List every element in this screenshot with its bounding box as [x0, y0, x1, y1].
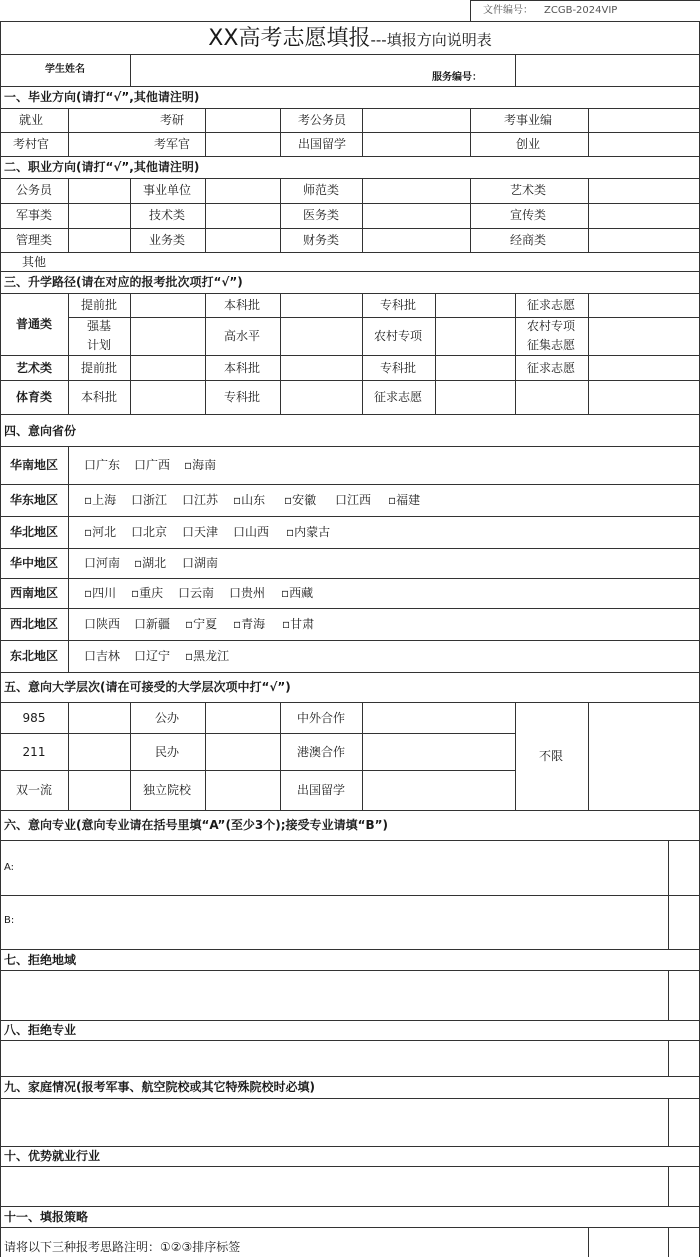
province-inner-mongolia[interactable]: ▫内蒙古 [286, 525, 331, 539]
sports-junior-batch: 专科批 [223, 390, 261, 404]
career-medical: 医务类 [302, 208, 340, 222]
major-a-field[interactable] [20, 842, 660, 892]
sports-undergrad-batch: 本科批 [80, 390, 118, 404]
service-number-label: 服务编号： [432, 72, 482, 83]
province-hubei[interactable]: ▫湖北 [134, 556, 167, 570]
career-finance: 财务类 [302, 233, 340, 247]
option-entrepreneurship: 创业 [515, 137, 541, 151]
province-chongqing[interactable]: ▫重庆 [131, 586, 164, 600]
check-postgraduate[interactable] [206, 109, 279, 131]
section8-title: 八、拒绝专业 [4, 1023, 77, 1037]
region-name: 西南地区 [9, 586, 59, 600]
path-general-label: 普通类 [15, 317, 53, 331]
rejected-major-field[interactable] [2, 1042, 662, 1074]
province-hainan[interactable]: ▫海南 [184, 458, 217, 472]
region-name: 东北地区 [9, 649, 59, 663]
strong-base-1: 强基 [86, 319, 112, 333]
arts-solicit: 征求志愿 [526, 361, 576, 375]
province-hebei[interactable]: ▫河北 [84, 525, 117, 539]
province-jiangsu[interactable]: 口江苏 [182, 493, 219, 507]
career-teaching: 师范类 [302, 183, 340, 197]
page-title-main: XX高考志愿填报 [208, 26, 371, 51]
section1-title: 一、毕业方向(请打“√”,其他请注明) [4, 90, 200, 104]
check-employment[interactable] [69, 109, 159, 131]
section10-title: 十、优势就业行业 [4, 1149, 101, 1163]
strong-base-2: 计划 [86, 338, 112, 352]
page-title [208, 28, 491, 50]
career-technical: 技术类 [148, 208, 186, 222]
family-situation-field[interactable] [2, 1100, 662, 1144]
province-guangdong[interactable]: 口广东 [84, 458, 121, 472]
major-b-label: B: [4, 915, 15, 926]
province-sichuan[interactable]: ▫四川 [84, 586, 117, 600]
level-985: 985 [22, 711, 46, 725]
section11-title: 十一、填报策略 [4, 1210, 89, 1224]
section7-title: 七、拒绝地域 [4, 953, 77, 967]
collect-volunteer-label: 征集志愿 [526, 338, 576, 352]
student-name-label: 学生姓名 [45, 64, 85, 75]
region-name: 华南地区 [9, 458, 59, 472]
province-guizhou[interactable]: 口贵州 [229, 586, 266, 600]
section5-title: 五、意向大学层次(请在可接受的大学层次项中打“√”) [4, 680, 291, 694]
option-public-institution: 考事业编 [503, 113, 553, 127]
high-level-label: 高水平 [223, 329, 261, 343]
province-liaoning[interactable]: 口辽宁 [134, 649, 171, 663]
file-number-value: ZCGB-2024VIP [544, 5, 618, 16]
career-commerce: 经商类 [509, 233, 547, 247]
province-beijing[interactable]: 口北京 [131, 525, 168, 539]
major-b-field[interactable] [20, 897, 660, 947]
province-qinghai[interactable]: ▫青海 [233, 617, 266, 631]
province-zhejiang[interactable]: 口浙江 [131, 493, 168, 507]
region-name: 西北地区 [9, 617, 59, 631]
level-independent: 独立院校 [142, 783, 192, 797]
province-tibet[interactable]: ▫西藏 [281, 586, 314, 600]
region-name: 华东地区 [9, 493, 59, 507]
province-anhui[interactable]: ▫安徽 [284, 493, 317, 507]
file-number-label: 文件编号： [483, 5, 533, 16]
option-village-official: 考村官 [12, 137, 50, 151]
province-yunnan[interactable]: 口云南 [178, 586, 215, 600]
province-guangxi[interactable]: 口广西 [134, 458, 171, 472]
province-shaanxi[interactable]: 口陕西 [84, 617, 121, 631]
option-postgraduate: 考研 [159, 113, 185, 127]
major-a-label: A: [4, 862, 15, 873]
section2-title: 二、职业方向(请打“√”,其他请注明) [4, 160, 200, 174]
region-name: 华中地区 [9, 556, 59, 570]
province-jiangxi[interactable]: 口江西 [335, 493, 372, 507]
level-211: 211 [22, 745, 46, 759]
level-sino-foreign: 中外合作 [296, 711, 346, 725]
option-study-abroad: 出国留学 [297, 137, 347, 151]
level-unlimited: 不限 [538, 749, 564, 763]
career-arts: 艺术类 [509, 183, 547, 197]
section3-title: 三、升学路径(请在对应的报考批次项打“√”) [4, 275, 243, 289]
province-xinjiang[interactable]: 口新疆 [134, 617, 171, 631]
strategy-note: 请将以下三种报考思路注明：①②③排序标签 [4, 1240, 241, 1254]
section6-title: 六、意向专业(意向专业请在括号里填“A”(至少3个);接受专业请填“B”) [4, 818, 388, 832]
province-hunan[interactable]: 口湖南 [182, 556, 219, 570]
career-business: 业务类 [148, 233, 186, 247]
arts-undergrad-batch: 本科批 [223, 361, 261, 375]
province-shandong[interactable]: ▫山东 [233, 493, 266, 507]
career-military: 军事类 [15, 208, 53, 222]
level-hk-macau: 港澳合作 [296, 745, 346, 759]
rejected-region-field[interactable] [2, 972, 662, 1018]
rural-special-label: 农村专项 [373, 329, 423, 343]
path-sports-label: 体育类 [15, 390, 53, 404]
general-junior-batch: 专科批 [379, 298, 417, 312]
option-military-officer: 考军官 [153, 137, 191, 151]
arts-junior-batch: 专科批 [379, 361, 417, 375]
province-fujian[interactable]: ▫福建 [388, 493, 421, 507]
student-name-field[interactable] [131, 55, 431, 85]
page-title-sub: ---填报方向说明表 [370, 31, 492, 49]
level-private: 民办 [154, 745, 180, 759]
level-study-abroad: 出国留学 [296, 783, 346, 797]
career-public-institution: 事业单位 [142, 183, 192, 197]
advantage-industry-field[interactable] [2, 1168, 662, 1204]
general-early-batch: 提前批 [80, 298, 118, 312]
region-name: 华北地区 [9, 525, 59, 539]
section9-title: 九、家庭情况(报考军事、航空院校或其它特殊院校时必填) [4, 1080, 315, 1094]
path-arts-label: 艺术类 [15, 361, 53, 375]
career-management: 管理类 [15, 233, 53, 247]
option-employment: 就业 [18, 113, 44, 127]
career-other-field[interactable] [69, 253, 698, 270]
service-number-field[interactable] [516, 55, 699, 85]
option-civil-servant: 考公务员 [297, 113, 347, 127]
province-henan[interactable]: 口河南 [84, 556, 121, 570]
section4-title: 四、意向省份 [4, 424, 77, 438]
sports-solicit: 征求志愿 [373, 390, 423, 404]
level-double-first-class: 双一流 [15, 783, 53, 797]
career-civil-servant: 公务员 [15, 183, 53, 197]
level-public: 公办 [154, 711, 180, 725]
province-shanghai[interactable]: ▫上海 [84, 493, 117, 507]
arts-early-batch: 提前批 [80, 361, 118, 375]
rural-special-label-2: 农村专项 [526, 319, 576, 333]
province-jilin[interactable]: 口吉林 [84, 649, 121, 663]
province-heilongjiang[interactable]: ▫黑龙江 [185, 649, 230, 663]
general-solicit: 征求志愿 [526, 298, 576, 312]
career-other-label: 其他 [21, 255, 47, 269]
province-tianjin[interactable]: 口天津 [182, 525, 219, 539]
province-gansu[interactable]: ▫甘肃 [282, 617, 315, 631]
general-undergrad-batch: 本科批 [223, 298, 261, 312]
career-publicity: 宣传类 [509, 208, 547, 222]
province-shanxi[interactable]: 口山西 [233, 525, 270, 539]
province-ningxia[interactable]: ▫宁夏 [185, 617, 218, 631]
